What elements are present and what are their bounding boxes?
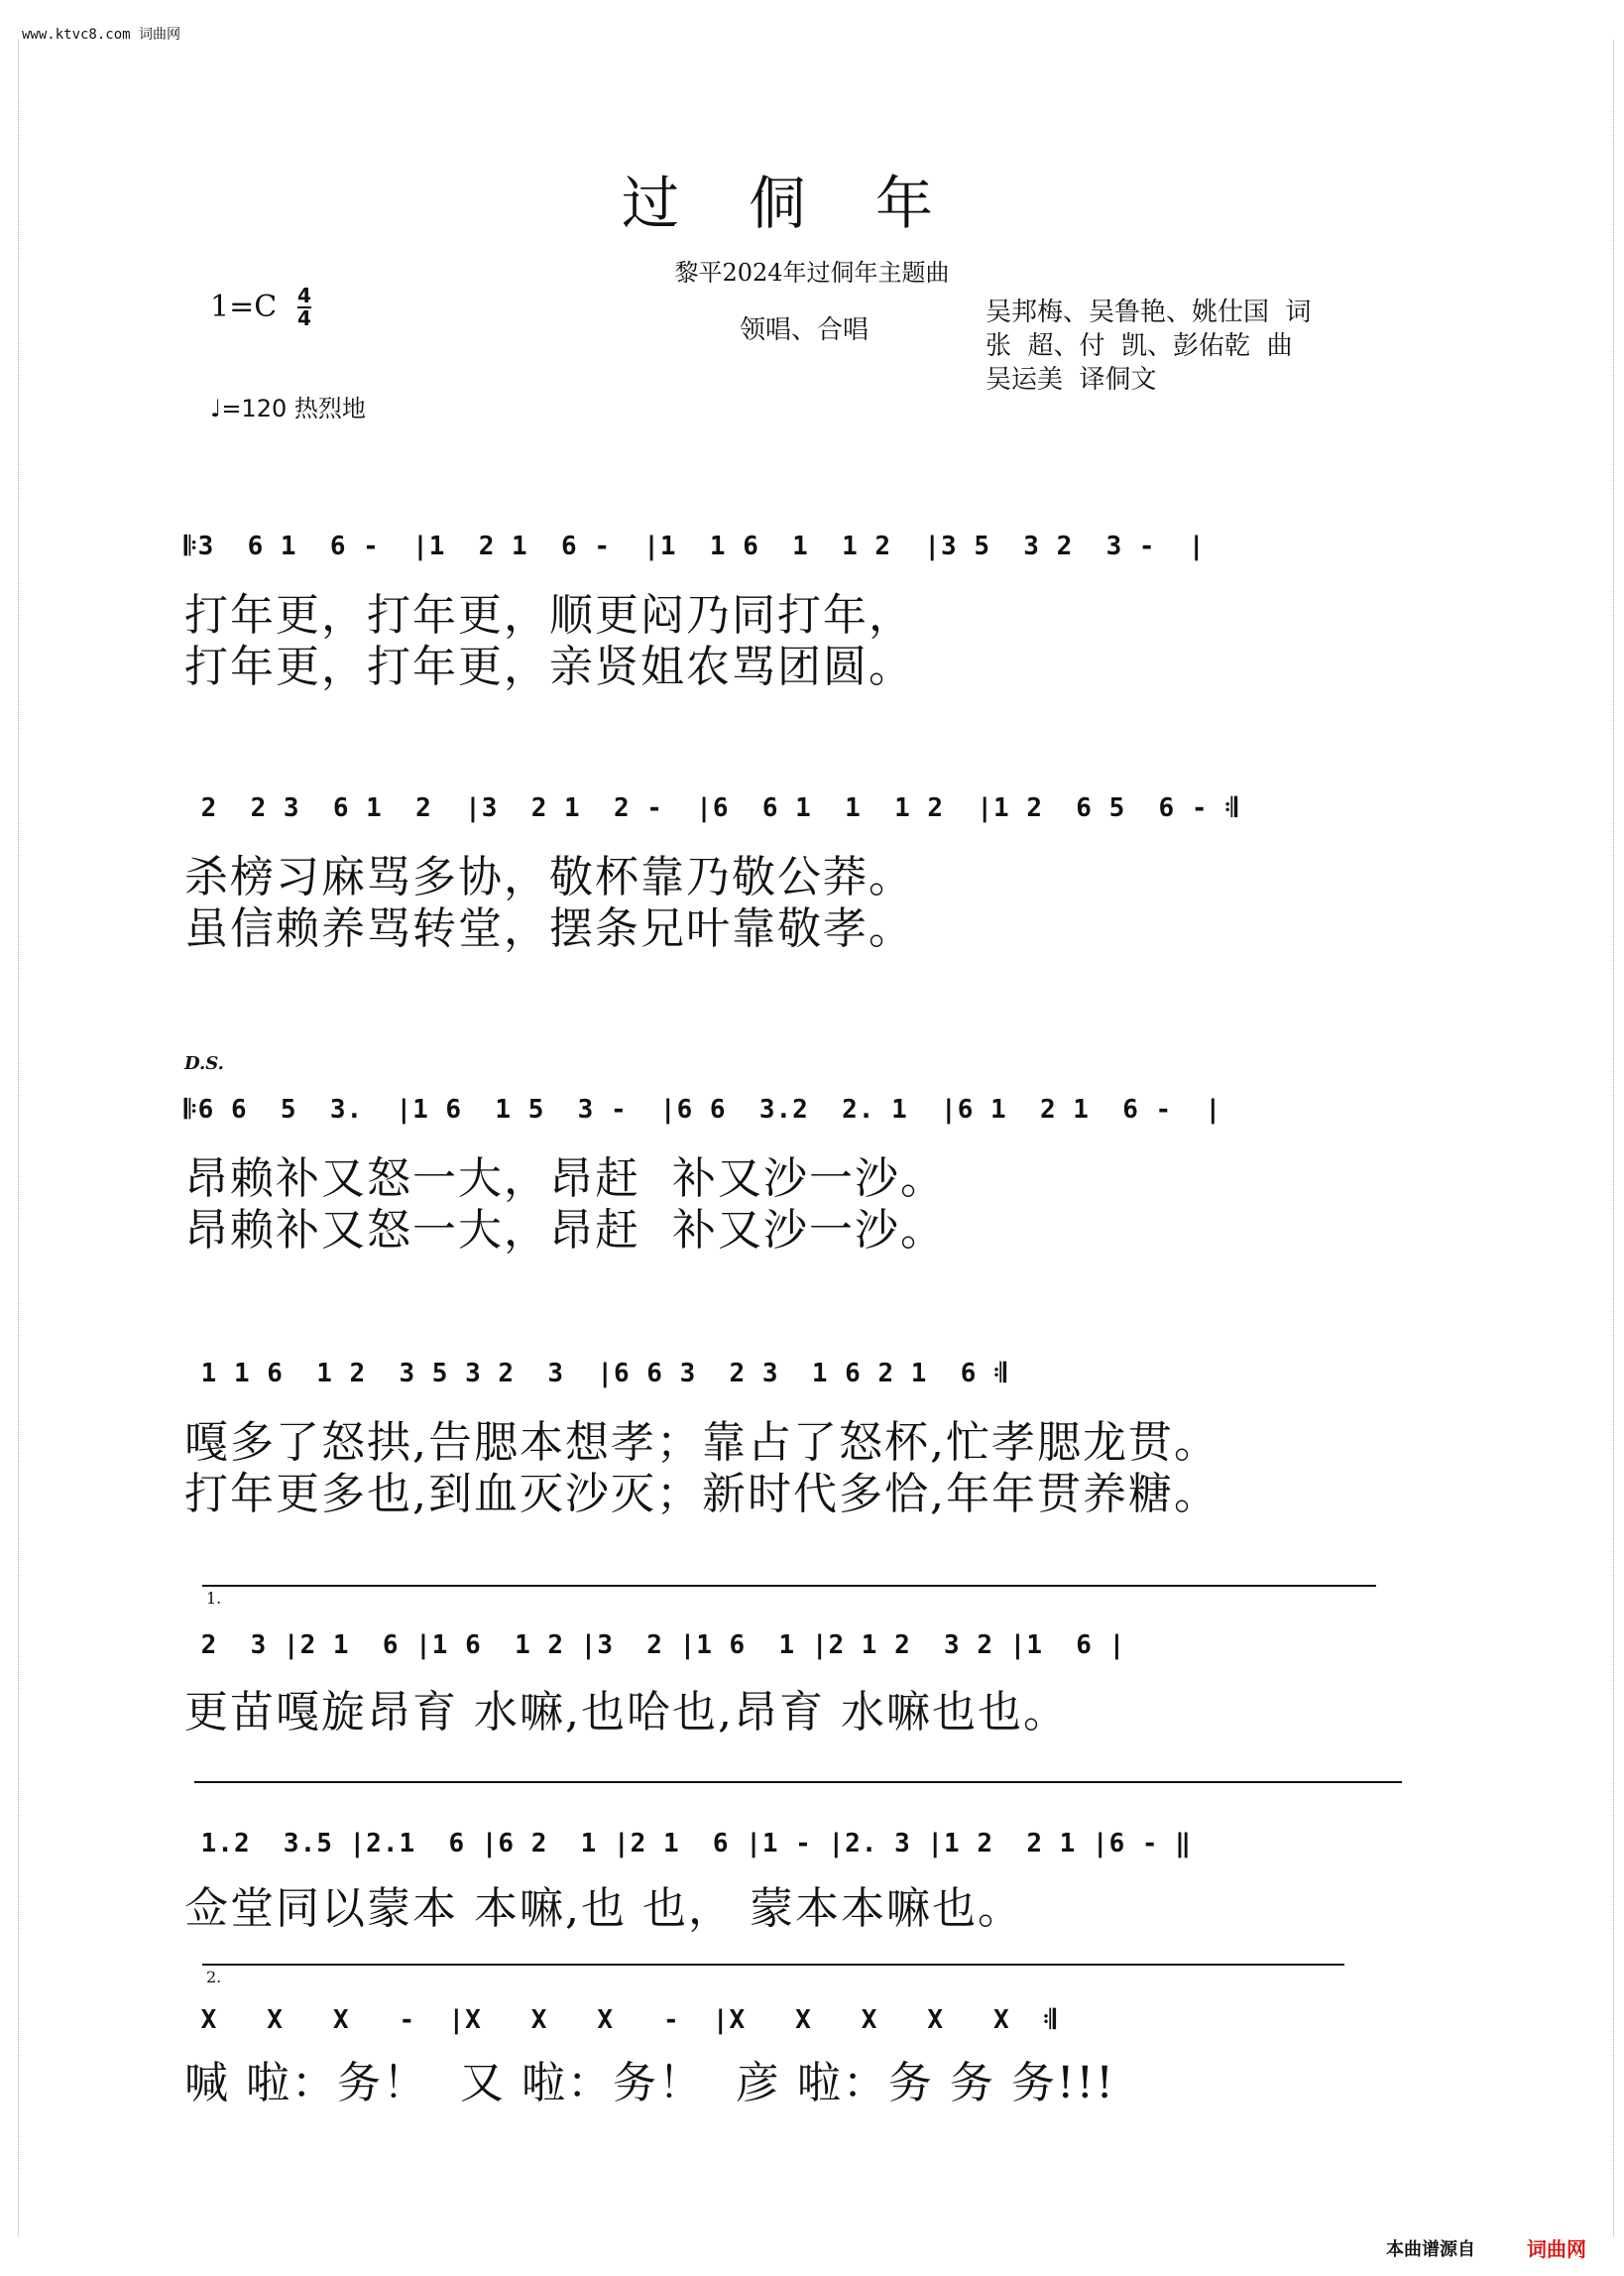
system-7-notes: X X X - |X X X - |X X X X X 𝄇 <box>184 2005 1057 2035</box>
credit-translator: 吴运美 译侗文 <box>986 365 1157 395</box>
system-3-notes: 𝄆6 6 5 3. |1 6 1 5 3 - |6 6 3.2 2. 1 |6 1 2 1 6 - | <box>184 1095 1222 1125</box>
time-signature-bottom: 4 <box>297 306 311 330</box>
ds-mark: D.S. <box>184 1053 224 1074</box>
time-signature <box>297 286 311 329</box>
system-4-notes: 1 1 6 1 2 3 5 3 2 3 |6 6 3 2 3 1 6 2 1 6 𝄇 <box>184 1359 1007 1388</box>
system-2-lyric-2: 虽信赖养骂转堂，摆条兄叶靠敬孝。 <box>184 903 914 954</box>
system-3-lyric-1: 昂赖补又怒一大，昂赶 补又沙一沙。 <box>184 1153 946 1204</box>
volta-2-label: 2. <box>206 1968 222 1986</box>
right-dotted-margin <box>1603 40 1614 2236</box>
system-1-lyric-1: 打年更，打年更，顺更闷乃同打年， <box>184 590 914 641</box>
song-title: 过侗年 <box>621 170 1002 237</box>
volta-1-bracket <box>202 1585 1376 1587</box>
credit-composer: 张 超、付 凯、彭佑乾 曲 <box>986 331 1293 361</box>
left-dotted-margin <box>18 40 29 2236</box>
performers: 领唱、合唱 <box>740 315 870 345</box>
site-watermark[interactable]: www.ktvc8.com 词曲网 <box>22 27 181 43</box>
footer-brand[interactable]: 词曲网 <box>1527 2237 1586 2261</box>
system-6-lyric-1: 佥堂同以蒙本 本嘛,也 也， 蒙本本嘛也。 <box>184 1883 1023 1934</box>
system-4-lyric-1: 嘎多了怒拱,告腮本想孝；靠占了怒杯,忙孝腮龙贯。 <box>184 1417 1219 1468</box>
system-4-lyric-2: 打年更多也,到血灭沙灭；新时代多恰,年年贯养糖。 <box>184 1469 1219 1519</box>
credit-lyricist: 吴邦梅、吴鲁艳、姚仕国 词 <box>986 298 1312 327</box>
volta-1-label: 1. <box>206 1589 222 1608</box>
system-7-lyric-1: 喊 啦：务！ 又 啦：务！ 彦 啦：务 务 务!!! <box>184 2058 1115 2108</box>
footer-source: 本曲谱源自 <box>1386 2239 1475 2260</box>
system-1-lyric-2: 打年更，打年更，亲贤姐农骂团圆。 <box>184 642 914 692</box>
system-5-lyric-1: 更苗嘎旋昂育 水嘛,也哈也,昂育 水嘛也也。 <box>184 1687 1069 1737</box>
system-2-notes: 2 2 3 6 1 2 |3 2 1 2 - |6 6 1 1 1 2 |1 2 6 5 6 - 𝄇 <box>184 793 1238 823</box>
time-signature-top: 4 <box>297 284 311 307</box>
credits <box>986 296 1312 397</box>
system-1-notes: 𝄆3 6 1 6 - |1 2 1 6 - |1 1 6 1 1 2 |3 5 3 2 3 - | <box>184 532 1206 561</box>
system-5-notes: 2 3 |2 1 6 |1 6 1 2 |3 2 |1 6 1 |2 1 2 3 2 |1 6 | <box>184 1630 1126 1660</box>
system-6-notes: 1.2 3.5 |2.1 6 |6 2 1 |2 1 6 |1 - |2. 3 |1 2 2 1 |6 - ‖ <box>184 1829 1192 1858</box>
system-2-lyric-1: 杀榜习麻骂多协，敬杯靠乃敬公莽。 <box>184 852 914 902</box>
system-3-lyric-2: 昂赖补又怒一大，昂赶 补又沙一沙。 <box>184 1205 946 1256</box>
key-signature: 1=C <box>210 290 278 324</box>
song-subtitle: 黎平2024年过侗年主题曲 <box>674 259 950 287</box>
volta-1-continuation-line <box>194 1781 1402 1783</box>
tempo-marking: ♩=120 热烈地 <box>210 395 366 422</box>
volta-2-bracket <box>202 1964 1344 1966</box>
